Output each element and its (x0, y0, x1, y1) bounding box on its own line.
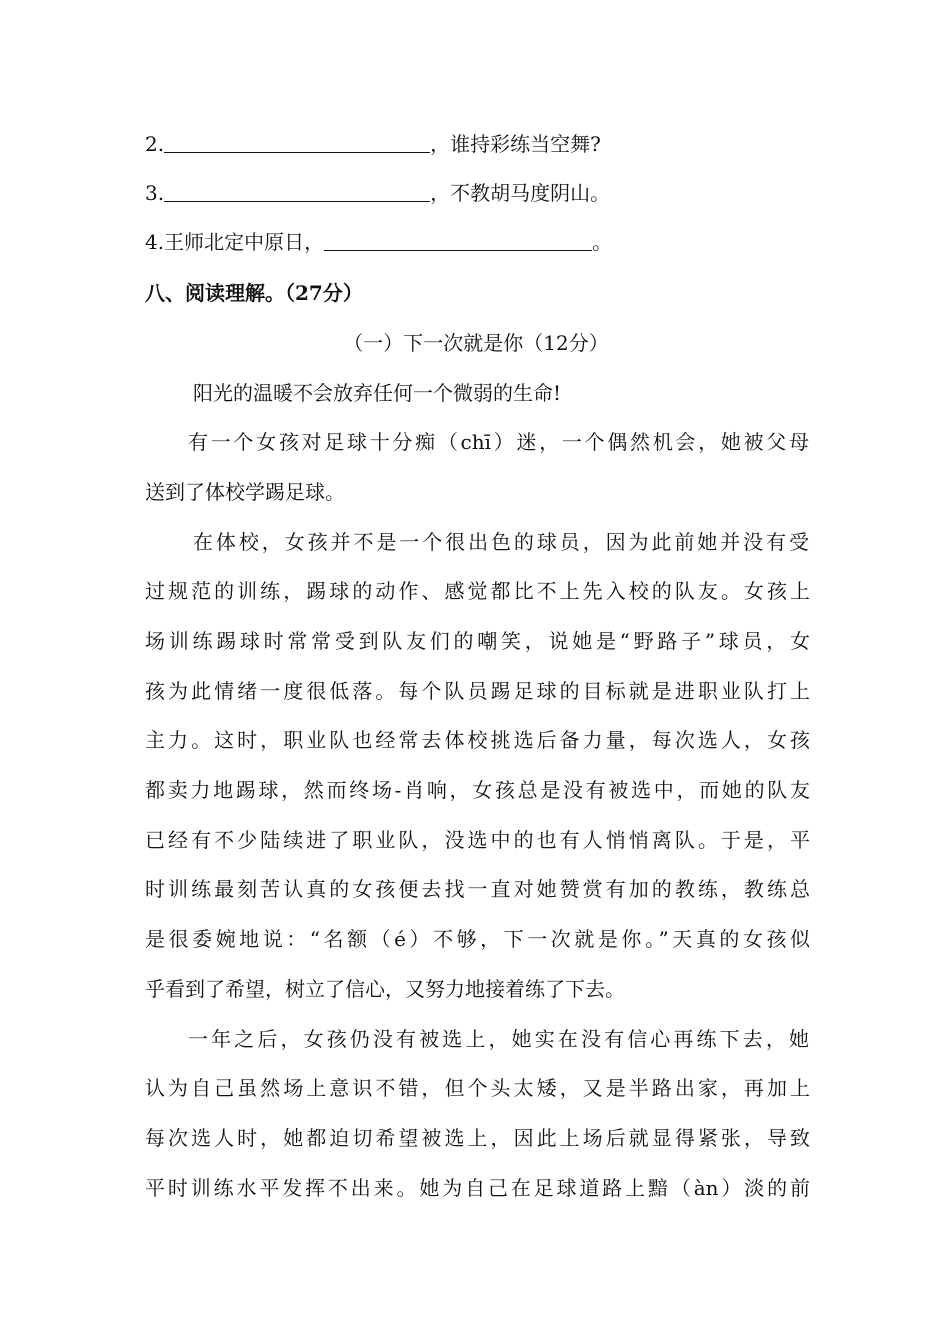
fill-question-4 (145, 230, 810, 254)
passage-line: 过规范的训练，踢球的动作、感觉都比不上先入校的队友。女孩上 (145, 579, 810, 603)
passage-line: 有一个女孩对足球十分痴（chī）迷，一个偶然机会，她被父母 (188, 430, 809, 454)
passage-line: 认为自己虽然场上意识不错，但个头太矮，又是半路出家，再加上 (145, 1076, 810, 1100)
passage-line: 场训练踢球时常常受到队友们的嘲笑，说她是“野路子”球员，女 (145, 629, 810, 653)
passage-line: 每次选人时，她都迫切希望被选上，因此上场后就显得紧张，导致 (145, 1126, 810, 1150)
question-text: 。 (592, 230, 613, 254)
passage-line: 乎看到了希望，树立了信心，又努力地接着练了下去。 (145, 977, 625, 1001)
question-number: 3. (145, 181, 165, 205)
answer-blank[interactable] (164, 181, 430, 202)
question-text: ，谁持彩练当空舞? (430, 132, 601, 156)
passage-line: 孩为此情绪一度很低落。每个队员踢足球的目标就是进职业队打上 (145, 679, 810, 703)
passage-line: 时训练最刻苦认真的女孩便去找一直对她赞赏有加的教练，教练总 (145, 877, 810, 901)
passage-line: 在体校，女孩并不是一个很出色的球员，因为此前她并没有受 (193, 530, 809, 554)
fill-question-2 (145, 132, 810, 156)
section-heading: 八、阅读理解。（27分） (145, 281, 363, 305)
question-text: ，不教胡马度阴山。 (430, 181, 611, 205)
passage-line: 阳光的温暖不会放弃任何一个微弱的生命! (193, 381, 562, 405)
question-number: 2. (145, 132, 165, 156)
fill-question-3 (145, 181, 810, 205)
passage-line: 是很委婉地说：“名额（é）不够，下一次就是你。”天真的女孩似 (145, 927, 810, 951)
answer-blank[interactable] (164, 132, 430, 153)
question-text: 4.王师北定中原日， (145, 230, 325, 254)
passage-line: 平时训练水平发挥不出来。她为自己在足球道路上黯（àn）淡的前 (145, 1176, 810, 1200)
passage-line: 一年之后，女孩仍没有被选上，她实在没有信心再练下去，她 (188, 1027, 809, 1051)
passage-line: 送到了体校学踢足球。 (145, 480, 345, 504)
answer-blank[interactable] (324, 230, 592, 251)
passage-title: （一）下一次就是你（12分） (343, 331, 609, 355)
passage-line: 主力。这时，职业队也经常去体校挑选后备力量，每次选人，女孩 (145, 728, 810, 752)
passage-line: 已经有不少陆续进了职业队，没选中的也有人悄悄离队。于是，平 (145, 828, 810, 852)
passage-line: 都卖力地踢球，然而终场-肖响，女孩总是没有被选中，而她的队友 (145, 778, 810, 802)
